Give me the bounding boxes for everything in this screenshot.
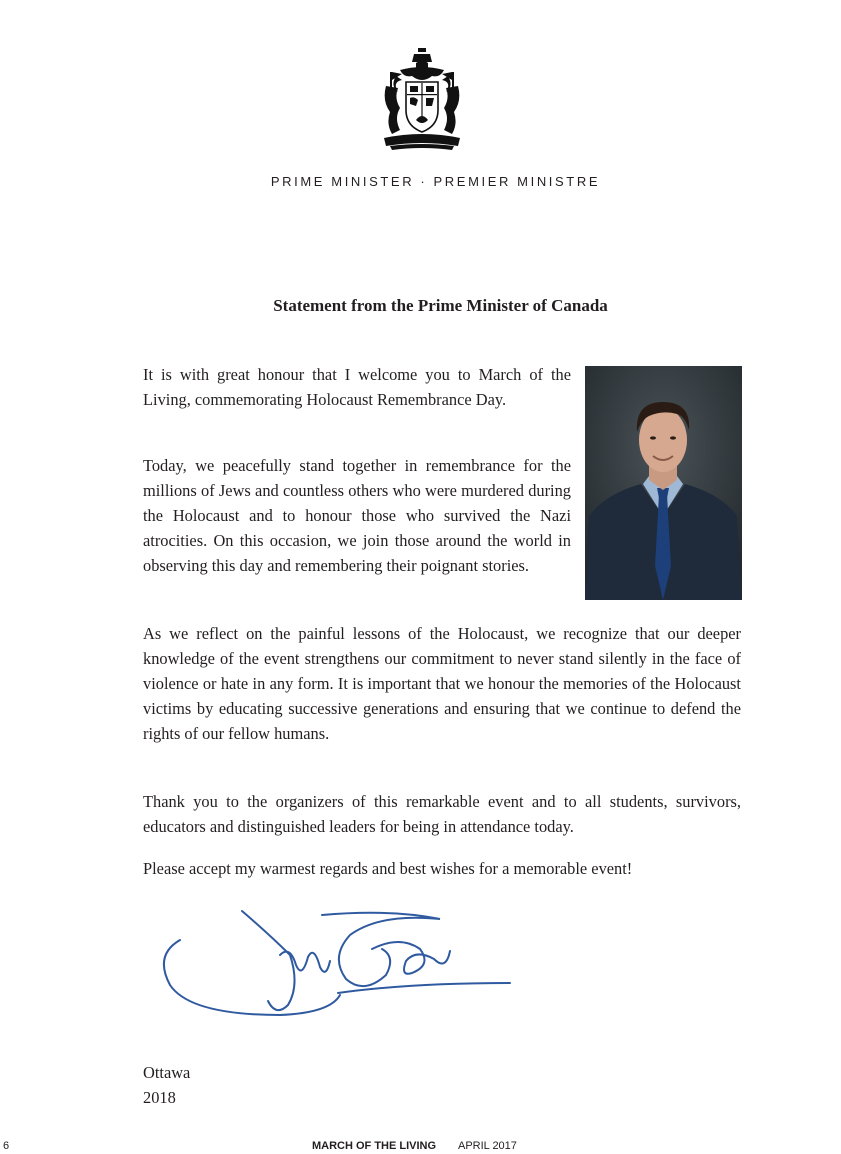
coat-of-arms-crest <box>380 46 464 152</box>
paragraph-lessons: As we reflect on the painful lessons of the Holocaust, we recognize that our deeper knowledge of the event strengthens our commitment to never stand silently in the face of violence or hate in any form. It is important that we honour the memories of the Holocaust victims by educating successive generations and ensuring that we continue to defend the rights of our fellow humans. <box>143 624 741 743</box>
page-number: 6 <box>3 1140 10 1152</box>
page-footer <box>0 1140 841 1154</box>
publication-date: APRIL 2017 <box>458 1140 517 1152</box>
paragraph-regards: Please accept my warmest regards and best wishes for a memorable event! <box>143 859 633 878</box>
paragraph-welcome: It is with great honour that I welcome you to March of the Living, commemorating Holocaust Remembrance Day. <box>143 365 571 409</box>
portrait-photo <box>585 366 742 600</box>
signature <box>150 905 520 1025</box>
signature-place-date <box>143 1060 190 1110</box>
place: Ottawa <box>143 1063 191 1082</box>
office-heading: PRIME MINISTER · PREMIER MINISTRE <box>270 174 601 189</box>
paragraph-remembrance: Today, we peacefully stand together in remembrance for the millions of Jews and countless others who were murdered during the Holocaust and to honour those who survived the Nazi atrocities. On this occasion, we join those around the world in observing this day and remembering their poignant stories. <box>143 456 571 575</box>
publication-name: MARCH OF THE LIVING <box>312 1140 437 1152</box>
statement-title: Statement from the Prime Minister of Canada <box>273 296 608 315</box>
year: 2018 <box>143 1088 176 1107</box>
paragraph-thanks: Thank you to the organizers of this remarkable event and to all students, survivors, educators and distinguished leaders for being in attendance today. <box>143 792 741 836</box>
